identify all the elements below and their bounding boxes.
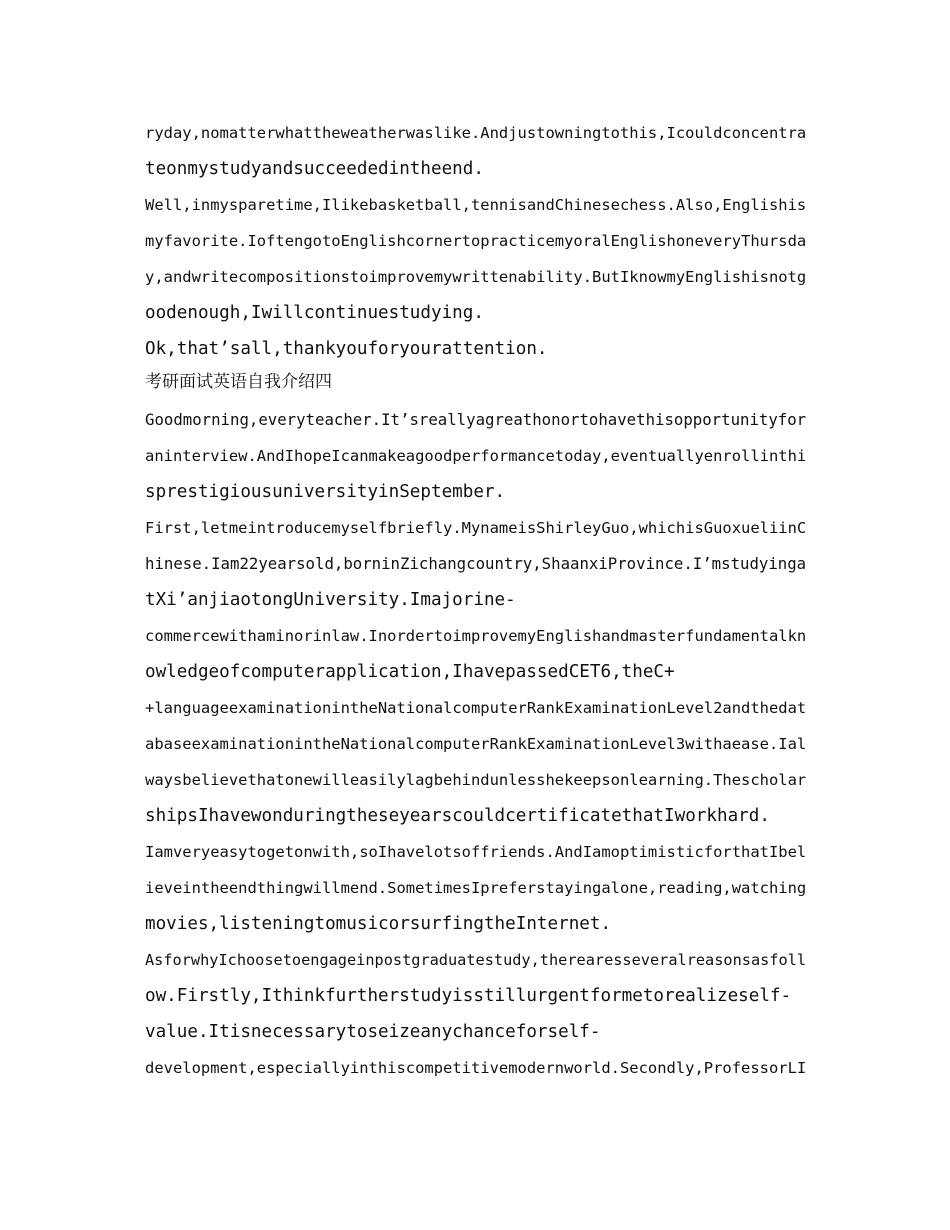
text-line: movies,listeningtomusicorsurfingtheInternet. <box>145 914 612 934</box>
text-line: tXi’anjiaotongUniversity.Imajorine- <box>145 590 516 610</box>
text-line: abaseexaminationintheNationalcomputerRankExaminationLevel3withaease.Ial <box>145 735 807 753</box>
text-line: shipsIhavewonduringtheseyearscouldcertificatethatIworkhard. <box>145 806 770 826</box>
text-line: teonmystudyandsucceededintheend. <box>145 159 484 179</box>
text-line: +languageexaminationintheNationalcomputerRankExaminationLevel2andthedat <box>145 699 807 717</box>
text-line: Goodmorning,everyteacher.It’sreallyagreathonortohavethisopportunityfor <box>145 410 807 429</box>
text-line: ow.Firstly,Ithinkfurtherstudyisstillurgentformetorealizeself- <box>145 986 792 1006</box>
text-line: commercewithaminorinlaw.InordertoimprovemyEnglishandmasterfundamentalkn <box>145 627 807 645</box>
text-line: Ok,that’sall,thankyouforyourattention. <box>145 339 548 359</box>
text-line: owledgeofcomputerapplication,IhavepassedCET6,theC+ <box>145 662 675 682</box>
text-line: aninterview.AndIhopeIcanmakeagoodperformancetoday,eventuallyenrollinthi <box>145 447 807 465</box>
text-line: sprestigiousuniversityinSeptember. <box>145 482 506 502</box>
text-line: hinese.Iam22yearsold,borninZichangcountry,ShaanxiProvince.I’mstudyinga <box>145 554 807 573</box>
text-line: Well,inmysparetime,Ilikebasketball,tennisandChinesechess.Also,Englishis <box>145 196 807 214</box>
text-line: AsforwhyIchoosetoengageinpostgraduatestudy,therearesseveralreasonsasfoll <box>145 951 807 969</box>
text-line: myfavorite.IoftengotoEnglishcornertopracticemyoralEnglishoneveryThursda <box>145 232 807 250</box>
text-line: development,especiallyinthiscompetitivemodernworld.Secondly,ProfessorLI <box>145 1059 807 1077</box>
section-heading: 考研面试英语自我介绍四 <box>145 372 332 392</box>
text-line: ieveintheendthingwillmend.SometimesIpreferstayingalone,reading,watching <box>145 879 807 897</box>
text-line: oodenough,Iwillcontinuestudying. <box>145 303 484 323</box>
text-line: ryday,nomatterwhattheweatherwaslike.Andjustowningtothis,Icouldconcentra <box>145 124 807 142</box>
text-line: First,letmeintroducemyselfbriefly.MynameisShirleyGuo,whichisGuoxueliinC <box>145 519 807 537</box>
text-line: Iamveryeasytogetonwith,soIhavelotsoffriends.AndIamoptimisticforthatIbel <box>145 843 807 861</box>
text-line: y,andwritecompositionstoimprovemywrittenability.ButIknowmyEnglishisnotg <box>145 268 807 286</box>
text-line: value.Itisnecessarytoseizeanychanceforself- <box>145 1022 601 1042</box>
text-line: waysbelievethatonewilleasilylagbehindunlesshekeepsonlearning.Thescholar <box>145 771 807 789</box>
